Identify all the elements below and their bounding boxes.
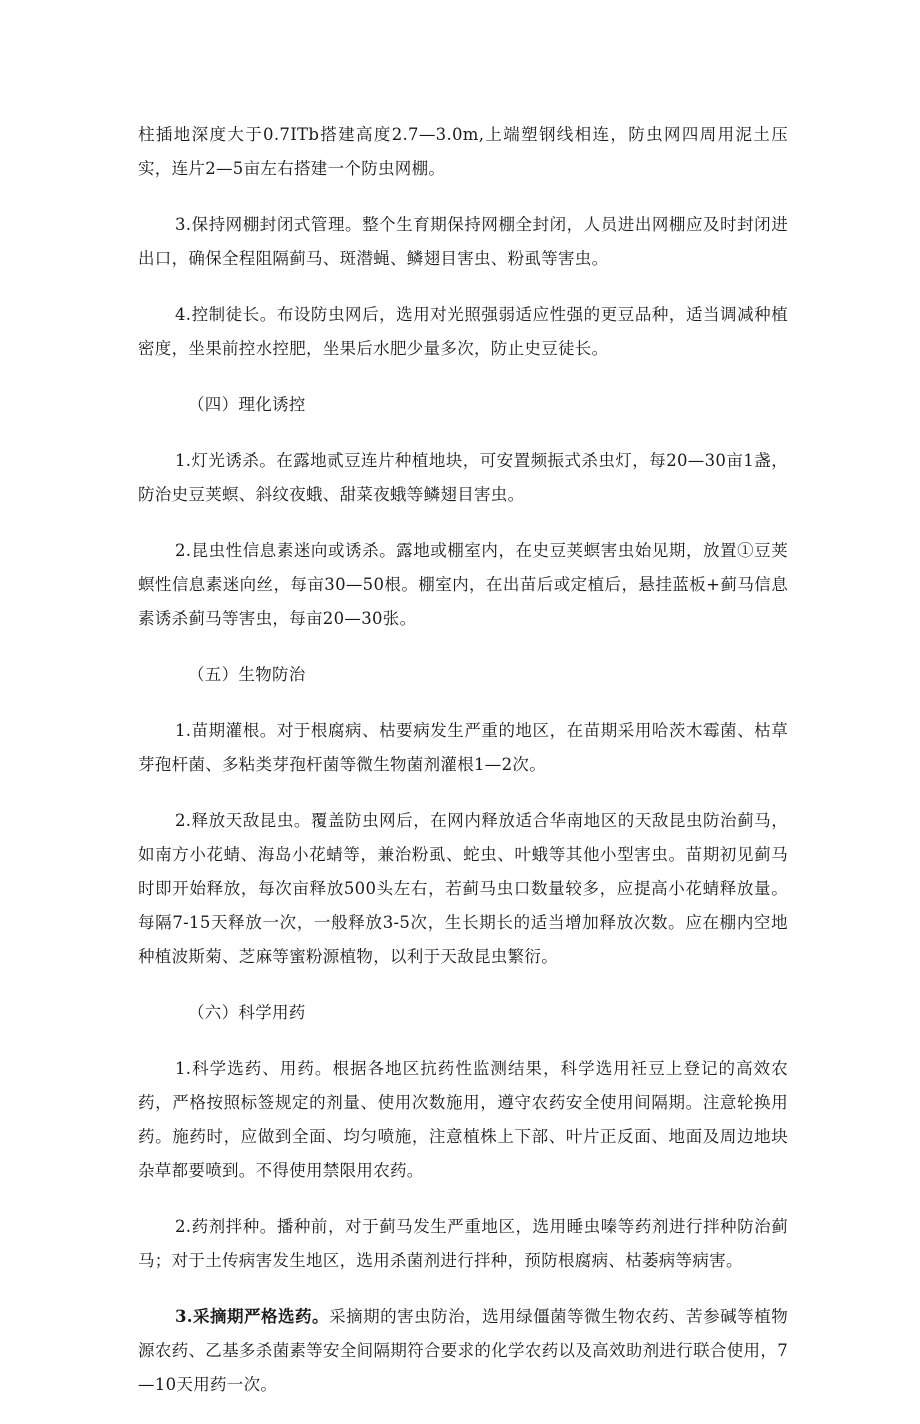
- paragraph-seed-dressing: 2.药剂拌种。播种前，对于蓟马发生严重地区，选用睡虫嗪等药剂进行拌种防治蓟马；对于土传病害发生地区，选用杀菌剂进行拌种，预防根腐病、枯萎病等病害。: [138, 1217, 788, 1270]
- paragraph-select-pesticide: 1.科学选药、用药。根据各地区抗药性监测结果，科学选用衽豆上登记的高效农药，严格按照标签规定的剂量、使用次数施用，遵守农药安全使用间隔期。注意轮换用药。施药时，应做到全面、均匀喷施，注意植株上下部、叶片正反面、地面及周边地块杂草都要喷到。不得使用禁限用农药。: [138, 1059, 788, 1180]
- section-heading-physical-chemical: （四）理化诱控: [188, 395, 306, 414]
- document-page: [138, 118, 788, 1424]
- paragraph-closed-management: 3.保持网棚封闭式管理。整个生育期保持网棚全封闭，人员进出网棚应及时封闭进出口，确保全程阻隔蓟马、斑潜蝇、鳞翅目害虫、粉虱等害虫。: [138, 215, 788, 268]
- paragraph-net-installation: 柱插地深度大于0.7ITb搭建高度2.7—3.0m,上端塑钢线相连，防虫网四周用泥土压实，连片2—5亩左右搭建一个防虫网棚。: [138, 125, 788, 178]
- paragraph-harvest-period: [138, 1300, 788, 1402]
- paragraph-light-trap: 1.灯光诱杀。在露地贰豆连片种植地块，可安置频振式杀虫灯，每20—30亩1盏，防治史豆荚螟、斜纹夜蛾、甜菜夜蛾等鳞翅目害虫。: [138, 451, 788, 504]
- harvest-period-bold-lead: 3.采摘期严格选药。: [175, 1307, 330, 1326]
- harvest-period-body: 采摘期的害虫防治，选用绿僵菌等微生物农药、苦参碱等植物源农药、乙基多杀菌素等安全间隔期符合要求的化学农药以及高效助剂进行联合使用，7—10天用药一次。: [138, 1307, 788, 1394]
- paragraph-root-irrigation: 1.苗期灌根。对于根腐病、枯要病发生严重的地区，在苗期采用哈茨木霉菌、枯草芽孢杆菌、多粘类芽孢杆菌等微生物菌剂灌根1—2次。: [138, 721, 788, 774]
- section-heading-biological: （五）生物防治: [188, 665, 306, 684]
- paragraph-pheromone: 2.昆虫性信息素迷向或诱杀。露地或棚室内，在史豆荚螟害虫始见期，放置①豆荚螟性信息素迷向丝，每亩30—50根。棚室内，在出苗后或定植后，悬挂蓝板+蓟马信息素诱杀蓟马等害虫，每亩20—30张。: [138, 541, 788, 628]
- section-heading-scientific-pesticide: （六）科学用药: [188, 1003, 306, 1022]
- paragraph-control-growth: 4.控制徒长。布设防虫网后，选用对光照强弱适应性强的更豆品种，适当调减种植密度，坐果前控水控肥，坐果后水肥少量多次，防止史豆徒长。: [138, 305, 788, 358]
- paragraph-natural-enemies: 2.释放天敌昆虫。覆盖防虫网后，在网内释放适合华南地区的天敌昆虫防治蓟马，如南方小花蜻、海岛小花蜻等，兼治粉虱、蛇虫、叶蛾等其他小型害虫。苗期初见蓟马时即开始释放，每次亩释放500头左右，若蓟马虫口数量较多，应提高小花蜻释放量。每隔7-15天释放一次，一般释放3-5次，生长期长的适当增加释放次数。应在棚内空地种植波斯菊、芝麻等蜜粉源植物，以利于天敌昆虫繁衍。: [138, 811, 788, 966]
